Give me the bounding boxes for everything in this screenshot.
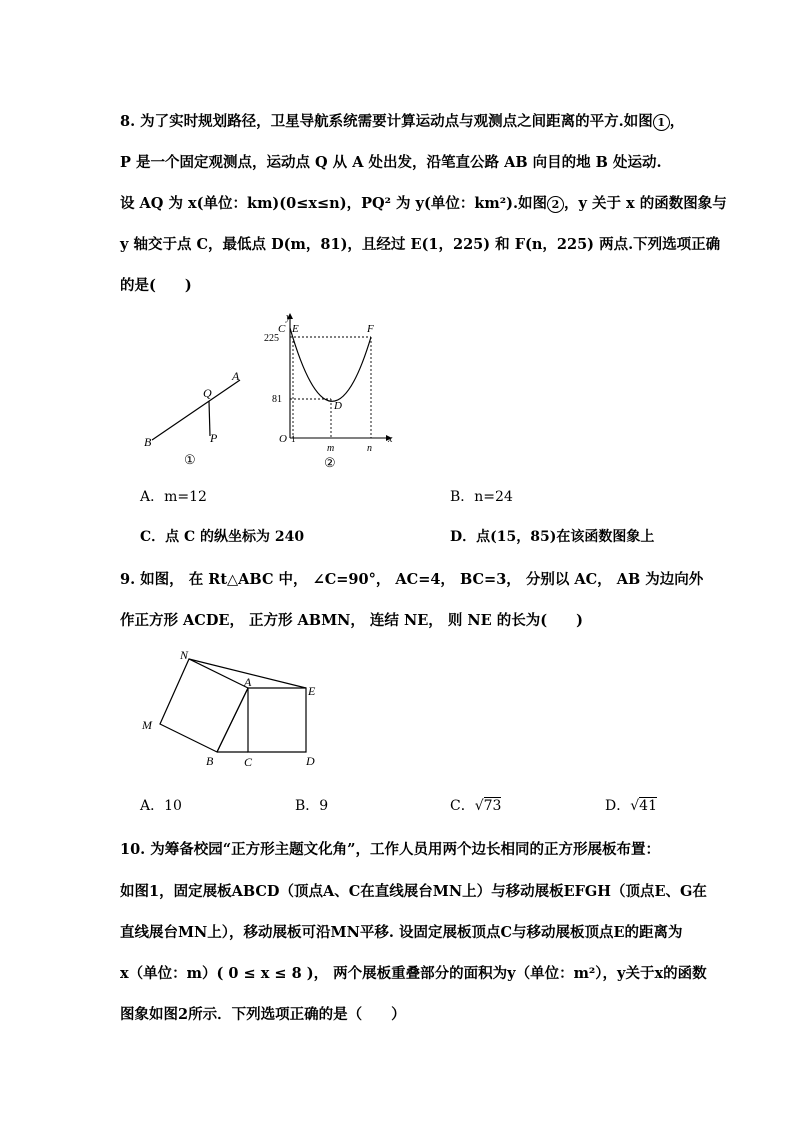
label-B: B bbox=[144, 435, 152, 449]
tick-81: 81 bbox=[272, 394, 282, 405]
q10-line-1: 10. 为筹备校园“正方形主题文化角”，工作人员用两个边长相同的正方形展板布置： bbox=[120, 841, 660, 858]
q9-option-b[interactable]: B．9 bbox=[295, 798, 329, 814]
q8-line-3-text: 设 AQ 为 x(单位：km)(0≤x≤n)，PQ² 为 y(单位：km²).如图 bbox=[120, 195, 547, 212]
q9-line-1: 9. 如图， 在 Rt△ABC 中， ∠C=90°， AC=4， BC=3， 分别以 AC， AB 为边向外 bbox=[120, 571, 704, 588]
q8-figure-1 bbox=[140, 360, 250, 470]
label-D: D bbox=[306, 754, 315, 768]
q10-line-2: 如图1，固定展板ABCD（顶点A、C在直线展台MN上）与移动展板EFGH（顶点E、G在 bbox=[120, 883, 707, 900]
q8-option-d[interactable]: D．点(15，85)在该函数图象上 bbox=[450, 529, 655, 545]
label-P: P bbox=[210, 431, 218, 445]
label-O: O bbox=[279, 433, 287, 445]
sqrt-symbol: √ bbox=[630, 798, 640, 814]
label-M: M bbox=[142, 718, 152, 732]
tick-n: n bbox=[367, 443, 372, 454]
q8-option-a[interactable]: A．m=12 bbox=[140, 489, 207, 505]
q9-figure bbox=[138, 645, 338, 775]
q8-figure-2 bbox=[262, 310, 402, 470]
caption-2: ② bbox=[324, 455, 336, 470]
q9-option-a[interactable]: A．10 bbox=[140, 798, 182, 814]
caption-1: ① bbox=[184, 452, 196, 467]
q10-line-5: 图象如图2所示．下列选项正确的是（ ） bbox=[120, 1006, 406, 1023]
figure-ref-1: 1 bbox=[653, 114, 670, 131]
label-Q: Q bbox=[203, 386, 212, 400]
q9-option-d[interactable] bbox=[605, 795, 657, 815]
sqrt-symbol: √ bbox=[474, 798, 484, 814]
label-C: C bbox=[244, 755, 253, 769]
q8-line-1-text: 8. 为了实时规划路径，卫星导航系统需要计算运动点与观测点之间距离的平方.如图 bbox=[120, 113, 653, 130]
axis-y-label: y bbox=[286, 312, 291, 323]
label-B: B bbox=[206, 754, 214, 768]
q8-line-4: y 轴交于点 C，最低点 D(m，81)，且经过 E(1，225) 和 F(n，225) 两点.下列选项正确 bbox=[120, 236, 721, 253]
label-E: E bbox=[308, 684, 316, 698]
label-E: E bbox=[292, 323, 299, 335]
q9-option-d-value: 41 bbox=[639, 798, 657, 814]
figure-ref-2: 2 bbox=[547, 196, 564, 213]
q8-option-b[interactable]: B．n=24 bbox=[450, 489, 513, 505]
q8-line-2: P 是一个固定观测点，运动点 Q 从 A 处出发，沿笔直公路 AB 向目的地 B 处运动. bbox=[120, 154, 662, 171]
label-N: N bbox=[180, 648, 189, 662]
label-A: A bbox=[232, 369, 240, 383]
q9-option-c-label: C． bbox=[450, 798, 475, 814]
label-C: C bbox=[278, 323, 286, 335]
q8-line-1 bbox=[120, 110, 684, 131]
q9-option-c[interactable] bbox=[450, 795, 501, 815]
q9-option-c-value: 73 bbox=[483, 798, 502, 814]
q8-line-1-tail: ， bbox=[669, 113, 685, 130]
tick-225: 225 bbox=[264, 333, 279, 344]
label-F: F bbox=[367, 323, 374, 335]
q9-option-d-label: D． bbox=[605, 798, 631, 814]
q8-line-5: 的是( ) bbox=[120, 277, 192, 294]
q10-line-3: 直线展台MN上），移动展板可沿MN平移. 设固定展板顶点C与移动展板顶点E的距离为 bbox=[120, 924, 683, 941]
label-D: D bbox=[334, 400, 342, 412]
q8-line-3 bbox=[120, 192, 727, 213]
axis-x-label: x bbox=[388, 434, 393, 445]
q8-line-3-tail: ，y 关于 x 的函数图象与 bbox=[564, 195, 727, 212]
tick-m: m bbox=[327, 443, 335, 454]
q9-line-2: 作正方形 ACDE， 正方形 ABMN， 连结 NE， 则 NE 的长为( ) bbox=[120, 612, 583, 629]
q8-option-c[interactable]: C．点 C 的纵坐标为 240 bbox=[140, 529, 305, 545]
tick-1: 1 bbox=[291, 434, 296, 444]
label-A: A bbox=[244, 675, 252, 689]
q10-line-4: x（单位：m）( 0 ≤ x ≤ 8 )， 两个展板重叠部分的面积为y（单位：m²），y关于x的函数 bbox=[120, 965, 707, 982]
